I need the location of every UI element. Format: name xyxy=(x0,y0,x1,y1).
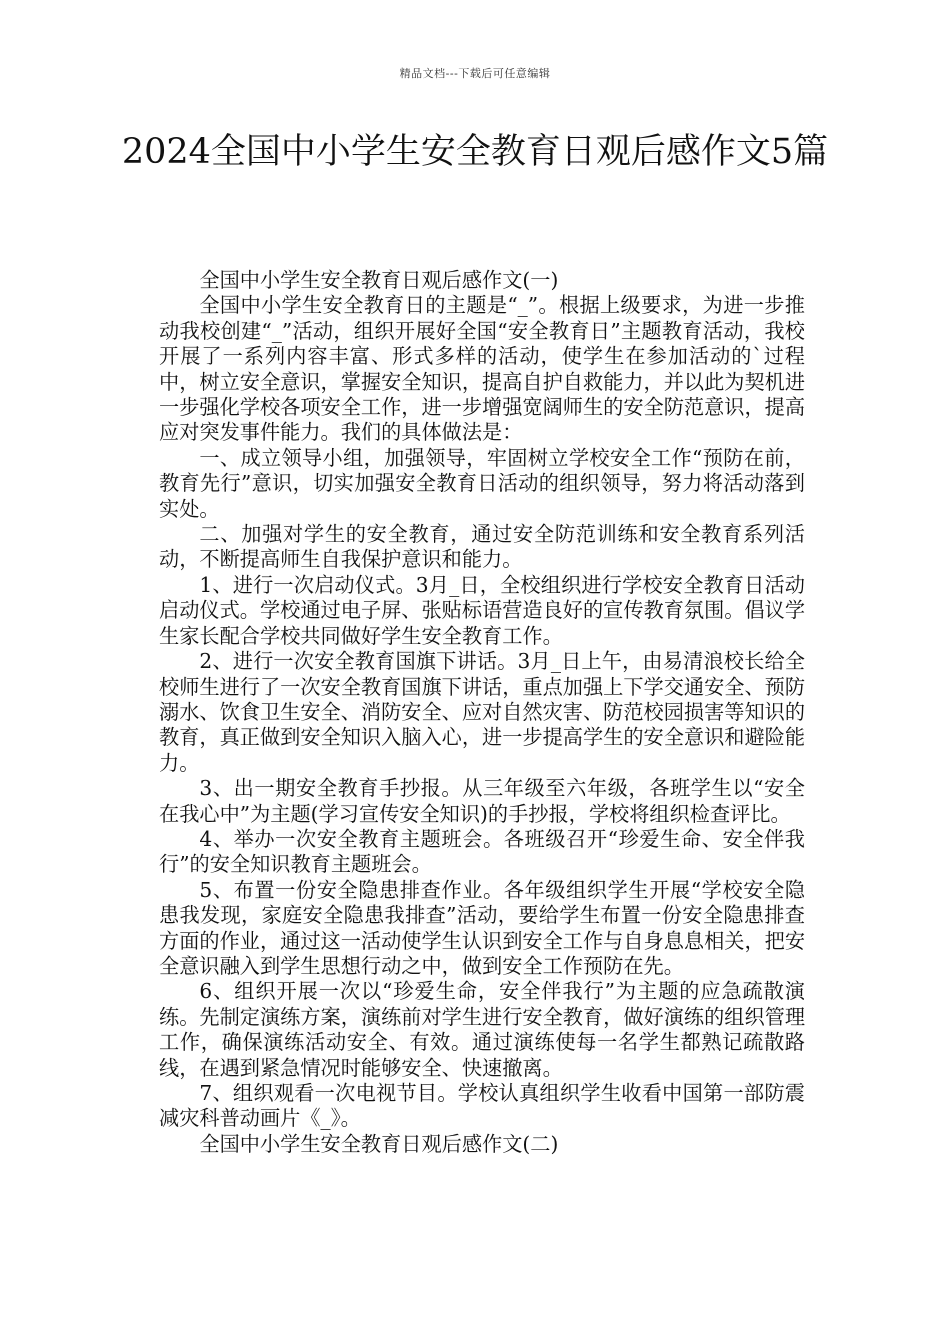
paragraph-item-1: 1、进行一次启动仪式。3月_日，全校组织进行学校安全教育日活动启动仪式。学校通过电子屏、张贴标语营造良好的宣传教育氛围。倡议学生家长配合学校共同做好学生安全教育工作。 xyxy=(159,572,806,648)
document-body xyxy=(159,268,805,1157)
paragraph-item-4: 4、举办一次安全教育主题班会。各班级召开“珍爱生命、安全伴我行”的安全知识教育主题班会。 xyxy=(159,826,805,877)
paragraph-item-6: 6、组织开展一次以“珍爱生命，安全伴我行”为主题的应急疏散演练。先制定演练方案，演练前对学生进行安全教育，做好演练的组织管理工作，确保演练活动安全、有效。通过演练使每一名学生都熟记疏散路线，在遇到紧急情况时能够安全、快速撤离。 xyxy=(159,979,806,1080)
paragraph-item-2: 2、进行一次安全教育国旗下讲话。3月_日上午，由易清浪校长给全校师生进行了一次安全教育国旗下讲话，重点加强上下学交通安全、预防溺水、饮食卫生安全、消防安全、应对自然灾害、防范校园损害等知识的教育，真正做到安全知识入脑入心，进一步提高学生的安全意识和避险能力。 xyxy=(159,649,806,775)
paragraph-item-5: 5、布置一份安全隐患排查作业。各年级组织学生开展“学校安全隐患我发现，家庭安全隐患我排查”活动，要给学生布置一份安全隐患排查方面的作业，通过这一活动使学生认识到安全工作与自身息息相关，把安全意识融入到学生思想行动之中，做到安全工作预防在先。 xyxy=(159,877,806,978)
essay-heading-1: 全国中小学生安全教育日观后感作文(一) xyxy=(199,268,559,292)
paragraph-intro: 全国中小学生安全教育日的主题是“_”。根据上级要求，为进一步推动我校创建“_”活动，组织开展好全国“安全教育日”主题教育活动，我校开展了一系列内容丰富、形式多样的活动，使学生在参加活动的`过程中，树立安全意识，掌握安全知识，提高自护自救能力，并以此为契机进一步强化学校各项安全工作，进一步增强宽阔师生的安全防范意识，提高应对突发事件能力。我们的具体做法是： xyxy=(159,293,806,445)
page-header-note: 精品文档---下载后可任意编辑 xyxy=(399,67,551,80)
essay-heading-2: 全国中小学生安全教育日观后感作文(二) xyxy=(199,1131,559,1156)
paragraph-item-7: 7、组织观看一次电视节目。学校认真组织学生收看中国第一部防震减灾科普动画片《_》。 xyxy=(159,1081,805,1131)
paragraph-section-2: 二、加强对学生的安全教育，通过安全防范训练和安全教育系列活动，不断提高师生自我保护意识和能力。 xyxy=(159,522,805,572)
paragraph-section-1: 一、成立领导小组，加强领导，牢固树立学校安全工作“预防在前，教育先行”意识，切实加强安全教育日活动的组织领导，努力将活动落到实处。 xyxy=(159,445,805,521)
document-title: 2024全国中小学生安全教育日观后感作文5篇 xyxy=(121,132,829,172)
paragraph-item-3: 3、出一期安全教育手抄报。从三年级至六年级，各班学生以“安全在我心中”为主题(学习宣传安全知识)的手抄报，学校将组织检查评比。 xyxy=(159,776,805,826)
